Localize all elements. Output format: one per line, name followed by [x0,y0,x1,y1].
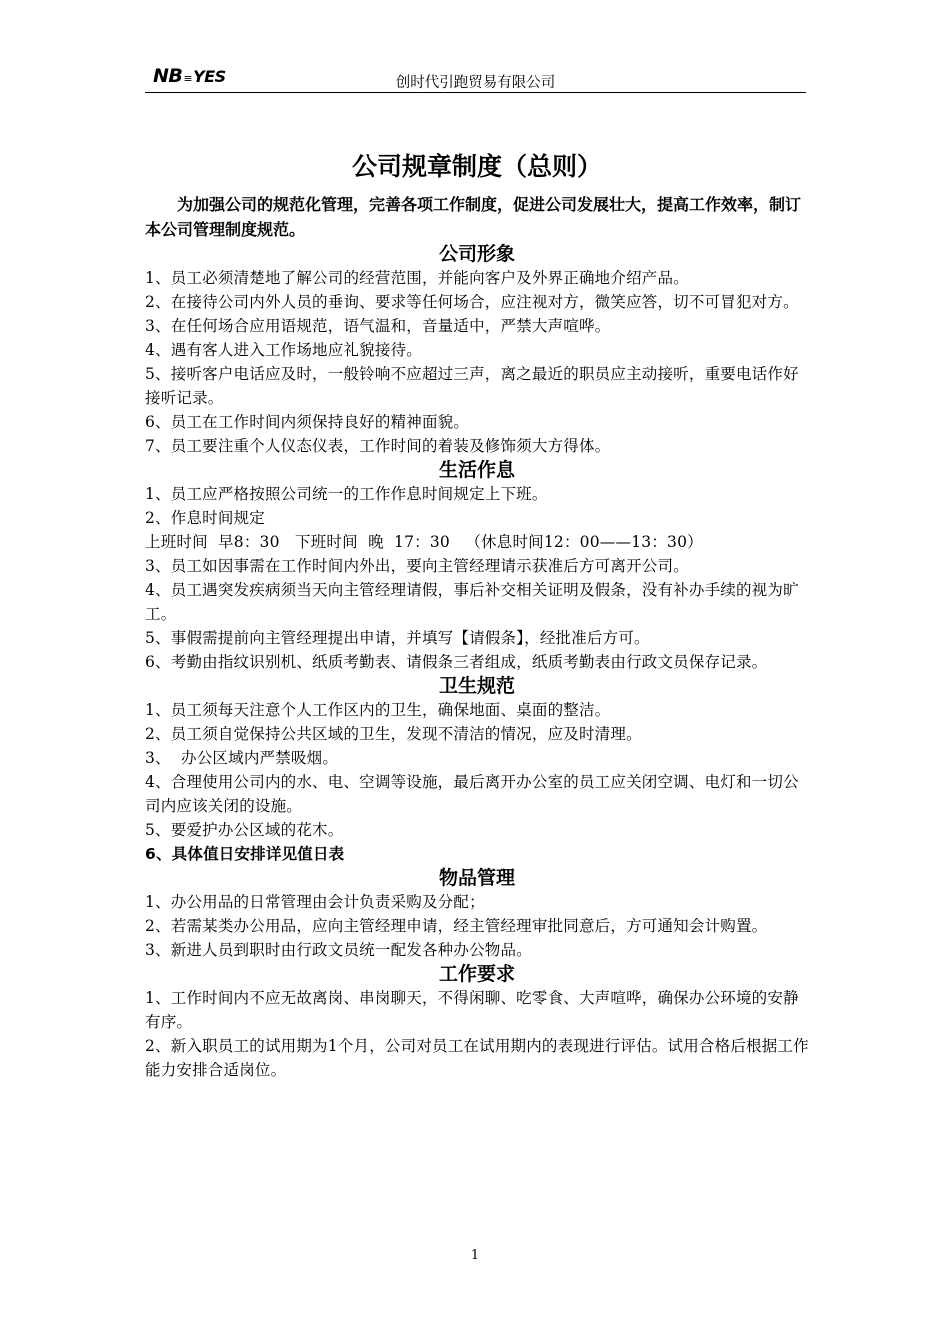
document-title: 公司规章制度（总则） [351,152,602,181]
list-item: 1、员工必须清楚地了解公司的经营范围，并能向客户及外界正确地介绍产品。 [145,269,689,287]
section-heading-work-requirements: 工作要求 [438,963,515,985]
list-item: 2、新入职员工的试用期为1个月，公司对员工在试用期内的表现进行评估。试用合格后根据工作能力安排合适岗位。 [145,1037,809,1079]
duty-roster-note: 6、具体值日安排详见值日表 [145,845,345,863]
list-item: 5、接听客户电话应及时，一般铃响不应超过三声，离之最近的职员应主动接听，重要电话作好接听记录。 [145,365,799,407]
list-item: 4、遇有客人进入工作场地应礼貌接待。 [145,341,422,359]
list-item: 4、员工遇突发疾病须当天向主管经理请假，事后补交相关证明及假条，没有补办手续的视为旷工。 [145,581,799,623]
list-item: 3、新进人员到职时由行政文员统一配发各种办公物品。 [145,941,532,959]
list-item: 6、员工在工作时间内须保持良好的精神面貌。 [145,413,470,431]
list-item: 6、考勤由指纹识别机、纸质考勤表、请假条三者组成，纸质考勤表由行政文员保存记录。 [145,653,768,671]
list-item: 1、工作时间内不应无故离岗、串岗聊天，不得闲聊、吃零食、大声喧哗，确保办公环境的安静有序。 [145,989,799,1031]
list-item: 4、合理使用公司内的水、电、空调等设施，最后离开办公室的员工应关闭空调、电灯和一切公司内应该关闭的设施。 [145,773,799,815]
section-heading-company-image: 公司形象 [438,243,515,265]
list-item: 3、 办公区域内严禁吸烟。 [145,749,339,767]
section-heading-supplies: 物品管理 [438,867,515,889]
page-number: 1 [470,1248,480,1263]
list-item: 3、员工如因事需在工作时间内外出，要向主管经理请示获准后方可离开公司。 [145,557,689,575]
list-item: 1、办公用品的日常管理由会计负责采购及分配； [145,893,485,911]
section-heading-schedule: 生活作息 [438,459,515,481]
list-item: 1、员工应严格按照公司统一的工作作息时间规定上下班。 [145,485,548,503]
list-item: 5、要爱护办公区域的花木。 [145,821,344,839]
list-item: 2、作息时间规定 [145,509,265,527]
page-header [145,62,806,93]
section-heading-hygiene: 卫生规范 [438,675,515,697]
list-item: 2、员工须自觉保持公共区域的卫生，发现不清洁的情况，应及时清理。 [145,725,642,743]
list-item: 7、员工要注重个人仪态仪表，工作时间的着装及修饰须大方得体。 [145,437,611,455]
company-logo: NB≡YES [153,65,226,87]
list-item: 1、员工须每天注意个人工作区内的卫生，确保地面、桌面的整洁。 [145,701,611,719]
list-item: 3、在任何场合应用语规范，语气温和，音量适中，严禁大声喧哗。 [145,317,611,335]
list-item: 2、若需某类办公用品，应向主管经理申请，经主管经理审批同意后，方可通知会计购置。 [145,917,768,935]
document-body [145,148,809,1082]
list-item: 5、事假需提前向主管经理提出申请，并填写【请假条】，经批准后方可。 [145,629,650,647]
header-company-name: 创时代引跑贸易有限公司 [395,75,556,91]
list-item: 2、在接待公司内外人员的垂询、要求等任何场合，应注视对方，微笑应答，切不可冒犯对方。 [145,293,799,311]
intro-paragraph: 为加强公司的规范化管理，完善各项工作制度，促进公司发展壮大，提高工作效率，制订本公司管理制度规范。 [145,195,802,239]
work-hours-line: 上班时间 早8：30 下班时间 晚 17：30 （休息时间12：00——13：30） [145,533,703,551]
